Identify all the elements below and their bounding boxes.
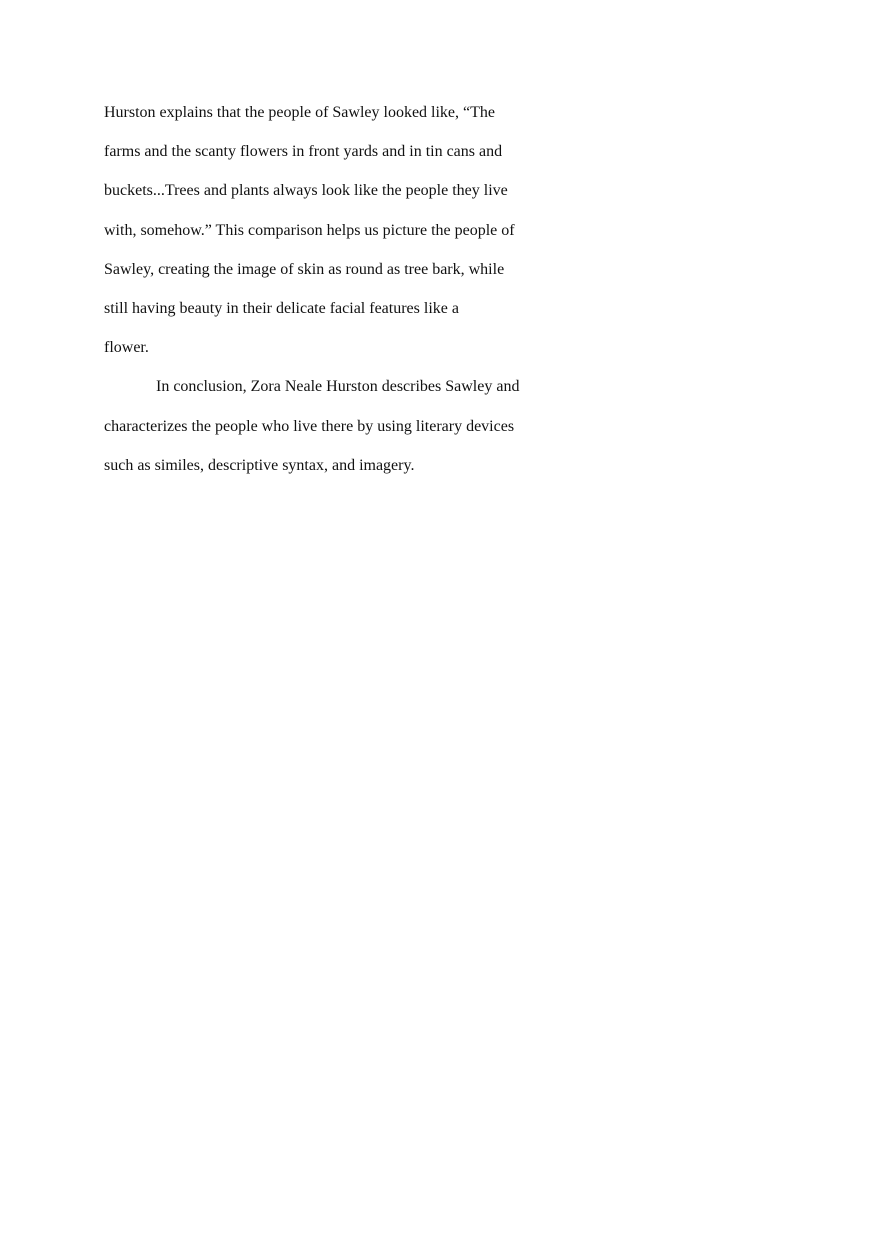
- document-body: [104, 99, 574, 491]
- text-line: flower.: [104, 339, 149, 357]
- text-line: such as similes, descriptive syntax, and imagery.: [104, 456, 415, 474]
- text-line: In conclusion, Zora Neale Hurston describes Sawley and: [156, 378, 520, 396]
- text-line: buckets...Trees and plants always look like the people they live: [104, 182, 508, 200]
- text-line: farms and the scanty flowers in front yards and in tin cans and: [104, 143, 503, 161]
- paragraph-1: [104, 99, 574, 373]
- text-line: still having beauty in their delicate facial features like a: [104, 299, 459, 317]
- text-line: characterizes the people who live there by using literary devices: [104, 417, 515, 435]
- paragraph-2: [104, 373, 574, 491]
- text-line: Hurston explains that the people of Sawley looked like, “The: [104, 104, 496, 121]
- text-line: with, somehow.” This comparison helps us picture the people of: [104, 221, 515, 239]
- text-line: Sawley, creating the image of skin as round as tree bark, while: [104, 260, 505, 278]
